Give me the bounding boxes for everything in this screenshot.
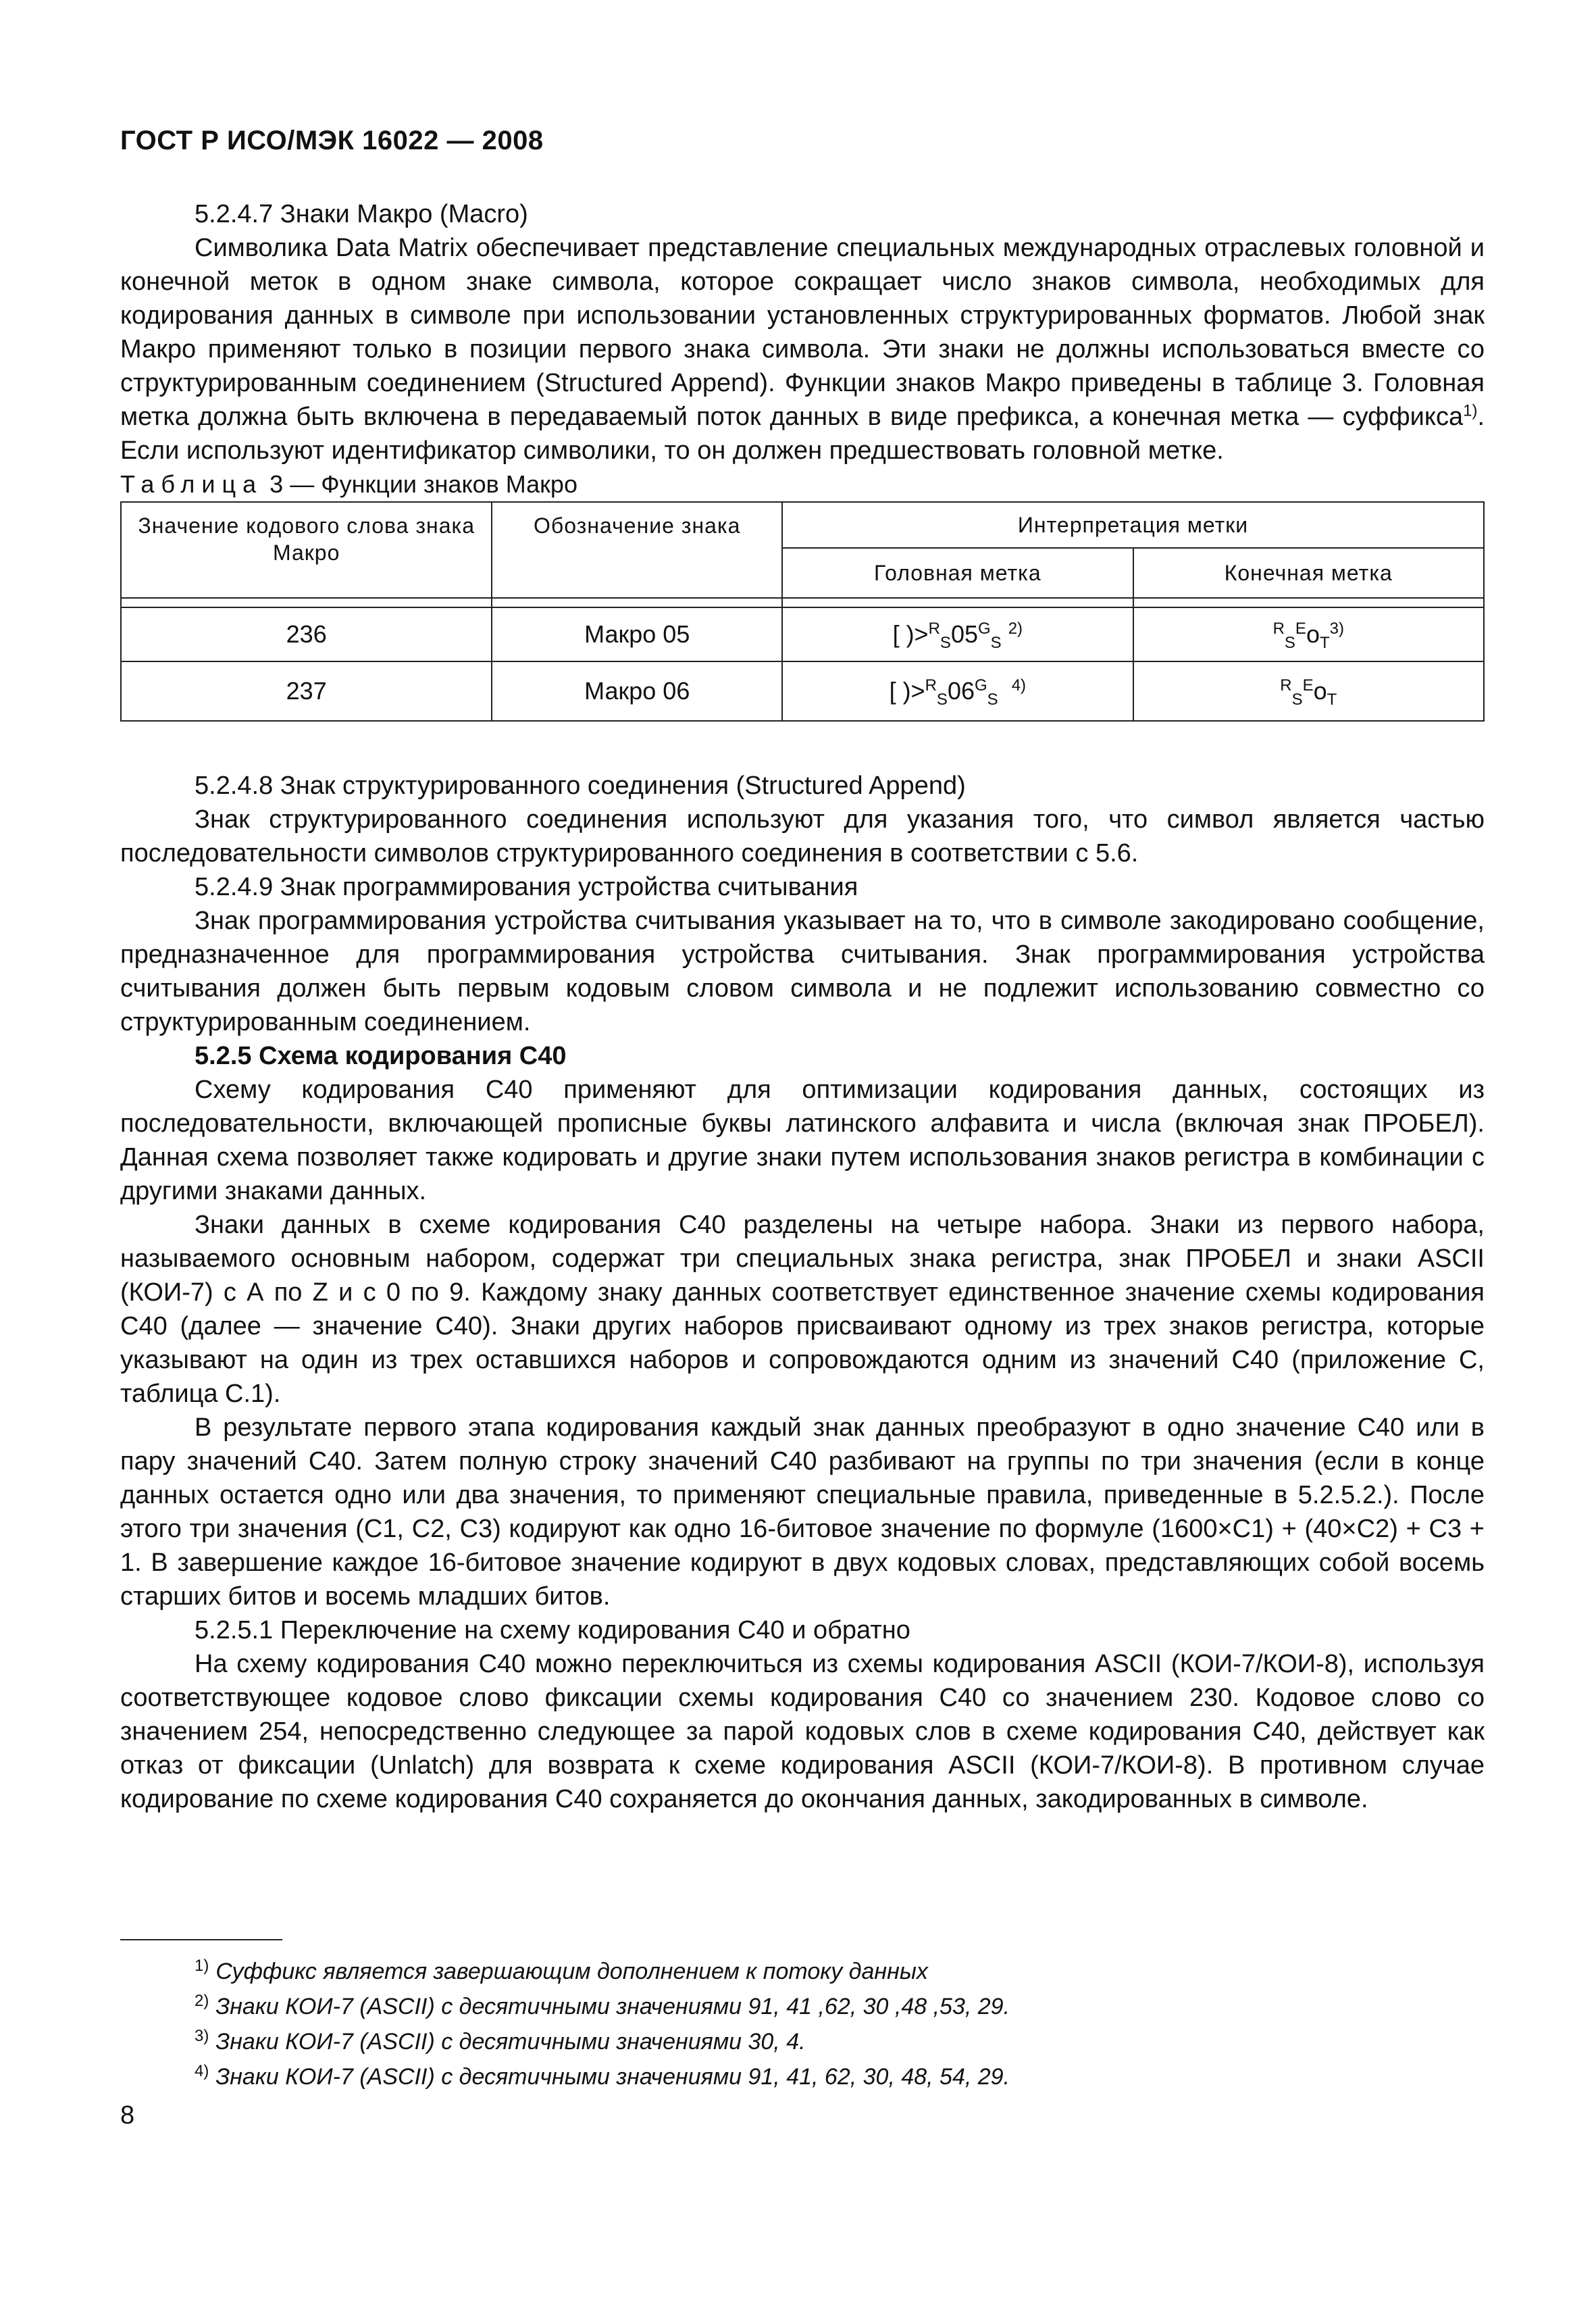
footnote: $^{2)}$ Знаки КОИ-7 (ASCII) с десятичными значениями 91, 41 ,62, 30 ,48 ,53, 29. bbox=[195, 1991, 1010, 2019]
page-number: 8 bbox=[120, 2101, 135, 2130]
column-header-tail-mark: Конечная метка bbox=[1133, 548, 1484, 598]
table-caption-number: 3 bbox=[269, 470, 284, 498]
table-caption-text: — Функции знаков Макро bbox=[283, 470, 577, 498]
footnotes bbox=[195, 1954, 1010, 2094]
footnote: $^{4)}$ Знаки КОИ-7 (ASCII) с десятичными значениями 91, 41, 62, 30, 48, 54, 29. bbox=[195, 2061, 1010, 2090]
document-body bbox=[120, 197, 1485, 1816]
footnote-ref[interactable]: 1) bbox=[1463, 401, 1478, 420]
macro-functions-table bbox=[120, 501, 1485, 722]
cell-value: 236 bbox=[121, 607, 492, 661]
footnote-divider bbox=[120, 1939, 282, 1940]
section-5248-heading: 5.2.4.8 Знак структурированного соединения (Structured Append) bbox=[195, 772, 966, 800]
column-header-interpretation: Интерпретация метки bbox=[782, 502, 1484, 548]
cell-head-mark: [ )$>^R_S05^G_S$ $^{2)}$ bbox=[782, 607, 1133, 661]
table-caption bbox=[120, 468, 1485, 501]
column-header-head-mark: Головная метка bbox=[782, 548, 1133, 598]
table-caption-label: Таблица bbox=[120, 470, 263, 498]
section-5249-paragraph: Знак программирования устройства считывания указывает на то, что в символе закодировано сообщение, предназначенное для программирования устройства считывания. Знак программирования устройства считывания должен быть первым кодовым словом символа и не подлежит использованию совместно со структурированным соединением. bbox=[120, 907, 1485, 1036]
section-5247-paragraph bbox=[120, 231, 1485, 468]
section-5247-heading: 5.2.4.7 Знаки Макро (Macro) bbox=[195, 200, 528, 228]
cell-head-mark: [ )$>^R_S06^G_S$ $^{4)}$ bbox=[782, 661, 1133, 721]
column-header-name: Обозначение знака bbox=[492, 502, 782, 598]
table-row bbox=[121, 607, 1484, 661]
table-row bbox=[121, 661, 1484, 721]
paragraph-text: Символика Data Matrix обеспечивает представление специальных международных отраслевых головной и конечной меток в одном знаке символа, которое сокращает число знаков символа, необходимых для кодирования данных в символе при использовании установленных структурированных форматов. Любой знак Макро применяют только в позиции первого знака символа. Эти знаки не должны использоваться вместе со структурированным соединением (Structured Append). Функции знаков Макро приведены в таблице 3. Головная метка должна быть включена в передаваемый поток данных в виде префикса, а конечная метка — суффикса bbox=[120, 234, 1485, 431]
footnote-ref[interactable]: 2) bbox=[1008, 620, 1023, 638]
cell-name: Макро 06 bbox=[492, 661, 782, 721]
column-header-value: Значение кодового слова знака Макро bbox=[121, 502, 492, 598]
cell-tail-mark: $^R_S^Eo_T^{3)}$ bbox=[1133, 607, 1484, 661]
footnote: $^{3)}$ Знаки КОИ-7 (ASCII) с десятичными значениями 30, 4. bbox=[195, 2026, 806, 2055]
footnote-ref[interactable]: 4) bbox=[1011, 676, 1027, 695]
paragraph-text: . Если используют идентификатор символики, то он должен предшествовать головной метке. bbox=[120, 403, 1485, 465]
cell-value: 237 bbox=[121, 661, 492, 721]
section-525-heading: 5.2.5 Схема кодирования С40 bbox=[195, 1042, 567, 1070]
footnote: $^{1)}$ Суффикс является завершающим дополнением к потоку данных bbox=[195, 1956, 928, 1984]
cell-name: Макро 05 bbox=[492, 607, 782, 661]
section-525-paragraph-1: Схему кодирования С40 применяют для оптимизации кодирования данных, состоящих из последовательности, включающей прописные буквы латинского алфавита и числа (включая знак ПРОБЕЛ). Данная схема позволяет также кодировать и другие знаки путем использования знаков регистра в комбинации с другими знаками данных. bbox=[120, 1076, 1485, 1205]
section-5251-heading: 5.2.5.1 Переключение на схему кодирования С40 и обратно bbox=[195, 1616, 910, 1644]
footnote-ref[interactable]: 3) bbox=[1329, 620, 1344, 638]
document-page bbox=[120, 0, 1485, 2314]
section-5249-heading: 5.2.4.9 Знак программирования устройства считывания bbox=[195, 873, 858, 901]
section-5248-paragraph: Знак структурированного соединения используют для указания того, что символ является частью последовательности символов структурированного соединения в соответствии с 5.6. bbox=[120, 805, 1485, 867]
section-525-paragraph-2: Знаки данных в схеме кодирования С40 разделены на четыре набора. Знаки из первого набора, называемого основным набором, содержат три специальных знака регистра, знак ПРОБЕЛ и знаки ASCII (КОИ-7) с А по Z и с 0 по 9. Каждому знаку данных соответствует единственное значение схемы кодирования С40 (далее — значение С40). Знаки других наборов присваивают одному из трех знаков регистра, которые указывают на один из трех оставшихся наборов и сопровождаются одним из значений С40 (приложение С, таблица С.1). bbox=[120, 1211, 1485, 1408]
section-525-paragraph-3: В результате первого этапа кодирования каждый знак данных преобразуют в одно значение С40 или в пару значений С40. Затем полную строку значений С40 разбивают на группы по три значения (если в конце данных остается одно или два значения, то применяют специальные правила, приведенные в 5.2.5.2.). После этого три значения (С1, С2, С3) кодируют как одно 16-битовое значение по формуле (1600×С1) + (40×С2) + С3 + 1. В завершение каждое 16-битовое значение кодируют в двух кодовых словах, представляющих собой восемь старших битов и восемь младших битов. bbox=[120, 1413, 1485, 1611]
cell-tail-mark: $^R_S^Eo_T$ bbox=[1133, 661, 1484, 721]
document-header: ГОСТ Р ИСО/МЭК 16022 — 2008 bbox=[120, 126, 544, 155]
section-5251-paragraph: На схему кодирования С40 можно переключиться из схемы кодирования ASCII (КОИ-7/КОИ-8), используя соответствующее кодовое слово фиксации схемы кодирования С40 со значением 230. Кодовое слово со значением 254, непосредственно следующее за парой кодовых слов в схеме кодирования С40, действует как отказ от фиксации (Unlatch) для возврата к схеме кодирования ASCII (КОИ-7/КОИ-8). В противном случае кодирование по схеме кодирования С40 сохраняется до окончания данных, закодированных в символе. bbox=[120, 1650, 1485, 1813]
